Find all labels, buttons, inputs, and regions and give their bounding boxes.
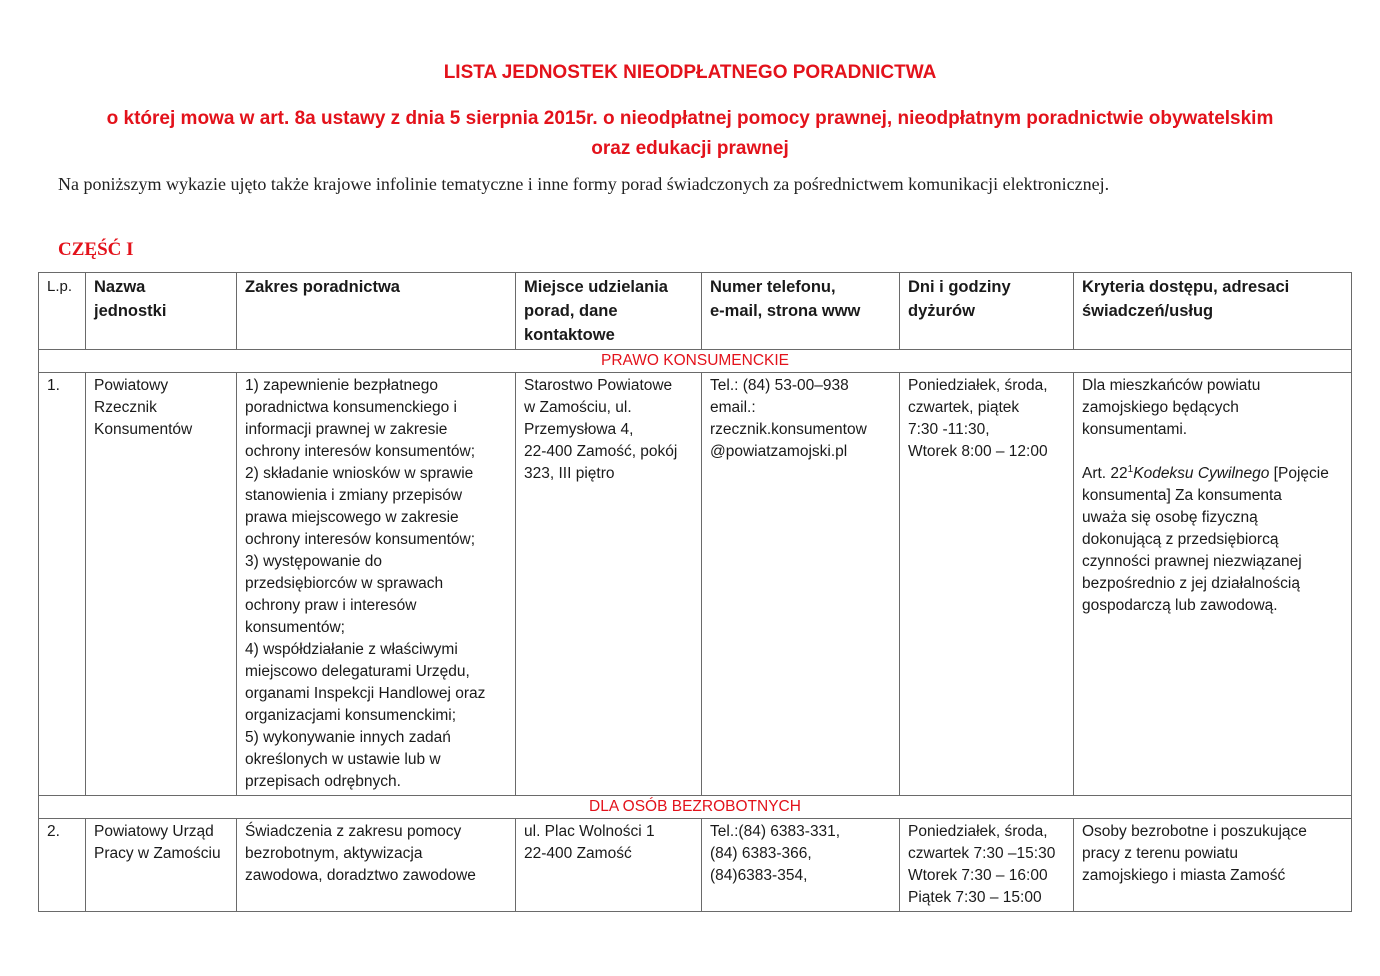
cell-line: Piątek 7:30 – 15:00 xyxy=(908,889,1042,906)
header-days xyxy=(900,273,1074,350)
cell-line: konsumentów; xyxy=(245,619,345,636)
section-label-consumer: PRAWO KONSUMENCKIE xyxy=(39,350,1352,373)
cell-line: email.: xyxy=(710,399,756,416)
header-place-line: porad, dane xyxy=(524,302,618,320)
cell-line: Dla mieszkańców powiatu xyxy=(1082,377,1261,394)
cell-phone xyxy=(702,373,900,796)
cell-line: 323, III piętro xyxy=(524,465,615,482)
cell-line: konsumenta] Za konsumenta xyxy=(1082,487,1282,504)
cell-line: przepisach odrębnych. xyxy=(245,773,401,790)
cell-line: prawa miejscowego w zakresie xyxy=(245,509,459,526)
header-place-line: Miejsce udzielania xyxy=(524,278,668,296)
cell-name xyxy=(86,819,237,912)
header-phone xyxy=(702,273,900,350)
header-criteria xyxy=(1074,273,1352,350)
article-rest: [Pojęcie xyxy=(1269,465,1329,482)
cell-line: Tel.: (84) 53-00–938 xyxy=(710,377,849,394)
cell-line: zawodowa, doradztwo zawodowe xyxy=(245,867,476,884)
cell-line: pracy z terenu powiatu xyxy=(1082,845,1238,862)
part-label: CZĘŚĆ I xyxy=(58,239,134,260)
subtitle-line-1: o której mowa w art. 8a ustawy z dnia 5 sierpnia 2015r. o nieodpłatnej pomocy prawnej, nieodpłatnym poradnictwie obywatelskim xyxy=(106,108,1274,129)
cell-line: miejscowo delegaturami Urzędu, xyxy=(245,663,470,680)
header-criteria-line: świadczeń/usług xyxy=(1082,302,1214,320)
cell-line: poradnictwa konsumenckiego i xyxy=(245,399,457,416)
cell-line: ul. Plac Wolności 1 xyxy=(524,823,655,840)
cell-line: Powiatowy xyxy=(94,377,169,394)
cell-line: czwartek 7:30 –15:30 xyxy=(908,845,1056,862)
cell-line: Poniedziałek, środa, xyxy=(908,823,1048,840)
cell-line: Poniedziałek, środa, xyxy=(908,377,1048,394)
cell-line: 7:30 -11:30, xyxy=(908,421,990,438)
cell-line: 4) współdziałanie z właściwymi xyxy=(245,641,458,658)
cell-line: dokonującą z przedsiębiorcą xyxy=(1082,531,1279,548)
cell-line: Świadczenia z zakresu pomocy xyxy=(245,823,462,840)
cell-line: czynności prawnej niezwiązanej xyxy=(1082,553,1302,570)
cell-line: stanowienia i zmiany przepisów xyxy=(245,487,463,504)
cell-line: bezrobotnym, aktywizacja xyxy=(245,845,423,862)
cell-line: organizacjami konsumenckimi; xyxy=(245,707,457,724)
cell-line: 22-400 Zamość xyxy=(524,845,632,862)
cell-criteria xyxy=(1074,373,1352,796)
cell-line: określonych w ustawie lub w xyxy=(245,751,441,768)
header-phone-line: Numer telefonu, xyxy=(710,278,836,296)
cell-line: bezpośrednio z jej działalnością xyxy=(1082,575,1300,592)
cell-line: ochrony praw i interesów xyxy=(245,597,417,614)
cell-line: ochrony interesów konsumentów; xyxy=(245,531,476,548)
cell-line: Wtorek 7:30 – 16:00 xyxy=(908,867,1048,884)
cell-scope xyxy=(237,819,516,912)
paragraph-gap xyxy=(1082,441,1343,463)
cell-phone xyxy=(702,819,900,912)
cell-line: Tel.:(84) 6383-331, xyxy=(710,823,841,840)
header-place xyxy=(516,273,702,350)
table-row xyxy=(39,373,1352,796)
header-name-line: Nazwa xyxy=(94,278,146,296)
cell-line: @powiatzamojski.pl xyxy=(710,443,848,460)
cell-line: Wtorek 8:00 – 12:00 xyxy=(908,443,1048,460)
cell-scope xyxy=(237,373,516,796)
table-header-row xyxy=(39,273,1352,350)
cell-place xyxy=(516,819,702,912)
cell-line: zamojskiego będących xyxy=(1082,399,1239,416)
cell-line: w Zamościu, ul. xyxy=(524,399,632,416)
cell-line: organami Inspekcji Handlowej oraz xyxy=(245,685,486,702)
cell-line: zamojskiego i miasta Zamość xyxy=(1082,867,1286,884)
cell-lp: 1. xyxy=(39,373,86,796)
units-table xyxy=(38,272,1352,912)
header-place-line: kontaktowe xyxy=(524,326,615,344)
cell-line: Pracy w Zamościu xyxy=(94,845,221,862)
cell-line: Przemysłowa 4, xyxy=(524,421,634,438)
cell-line: Rzecznik xyxy=(94,399,157,416)
cell-place xyxy=(516,373,702,796)
subtitle-line-2: oraz edukacji prawnej xyxy=(591,138,789,159)
table-row xyxy=(39,819,1352,912)
section-row xyxy=(39,796,1352,819)
cell-line: 5) wykonywanie innych zadań xyxy=(245,729,451,746)
header-name-line: jednostki xyxy=(94,302,167,320)
cell-line: 22-400 Zamość, pokój xyxy=(524,443,678,460)
article-prefix: Art. 22 xyxy=(1082,465,1128,482)
cell-line: gospodarczą lub zawodową. xyxy=(1082,597,1278,614)
header-scope: Zakres poradnictwa xyxy=(237,273,516,350)
cell-line: (84)6383-354, xyxy=(710,867,808,884)
header-criteria-line: Kryteria dostępu, adresaci xyxy=(1082,278,1290,296)
cell-line: ochrony interesów konsumentów; xyxy=(245,443,476,460)
document-subtitle xyxy=(0,104,1380,164)
article-reference xyxy=(1082,463,1343,485)
cell-line: Powiatowy Urząd xyxy=(94,823,214,840)
cell-line: Starostwo Powiatowe xyxy=(524,377,673,394)
header-phone-line: e-mail, strona www xyxy=(710,302,861,320)
header-days-line: dyżurów xyxy=(908,302,975,320)
article-superscript: 1 xyxy=(1127,463,1134,475)
cell-lp: 2. xyxy=(39,819,86,912)
header-days-line: Dni i godziny xyxy=(908,278,1011,296)
cell-line: informacji prawnej w zakresie xyxy=(245,421,448,438)
cell-days xyxy=(900,373,1074,796)
cell-line: przedsiębiorców w sprawach xyxy=(245,575,444,592)
article-code-name: Kodeksu Cywilnego xyxy=(1133,465,1270,482)
cell-line: konsumentami. xyxy=(1082,421,1188,438)
document-title: LISTA JEDNOSTEK NIEODPŁATNEGO PORADNICTWA xyxy=(443,62,937,83)
cell-criteria xyxy=(1074,819,1352,912)
cell-name xyxy=(86,373,237,796)
section-row xyxy=(39,350,1352,373)
cell-line: (84) 6383-366, xyxy=(710,845,812,862)
section-label-unemployed: DLA OSÓB BEZROBOTNYCH xyxy=(39,796,1352,819)
cell-days xyxy=(900,819,1074,912)
cell-line: Osoby bezrobotne i poszukujące xyxy=(1082,823,1307,840)
header-name xyxy=(86,273,237,350)
cell-line: 3) występowanie do xyxy=(245,553,382,570)
header-lp: L.p. xyxy=(39,273,86,350)
cell-line: czwartek, piątek xyxy=(908,399,1020,416)
cell-line: uważa się osobę fizyczną xyxy=(1082,509,1258,526)
cell-line: 2) składanie wniosków w sprawie xyxy=(245,465,474,482)
intro-text: Na poniższym wykazie ujęto także krajowe infolinie tematyczne i inne formy porad świadczonych za pośrednictwem komunikacji elektronicznej. xyxy=(58,174,1110,194)
cell-line: Konsumentów xyxy=(94,421,193,438)
cell-line: 1) zapewnienie bezpłatnego xyxy=(245,377,439,394)
cell-line: rzecznik.konsumentow xyxy=(710,421,867,438)
